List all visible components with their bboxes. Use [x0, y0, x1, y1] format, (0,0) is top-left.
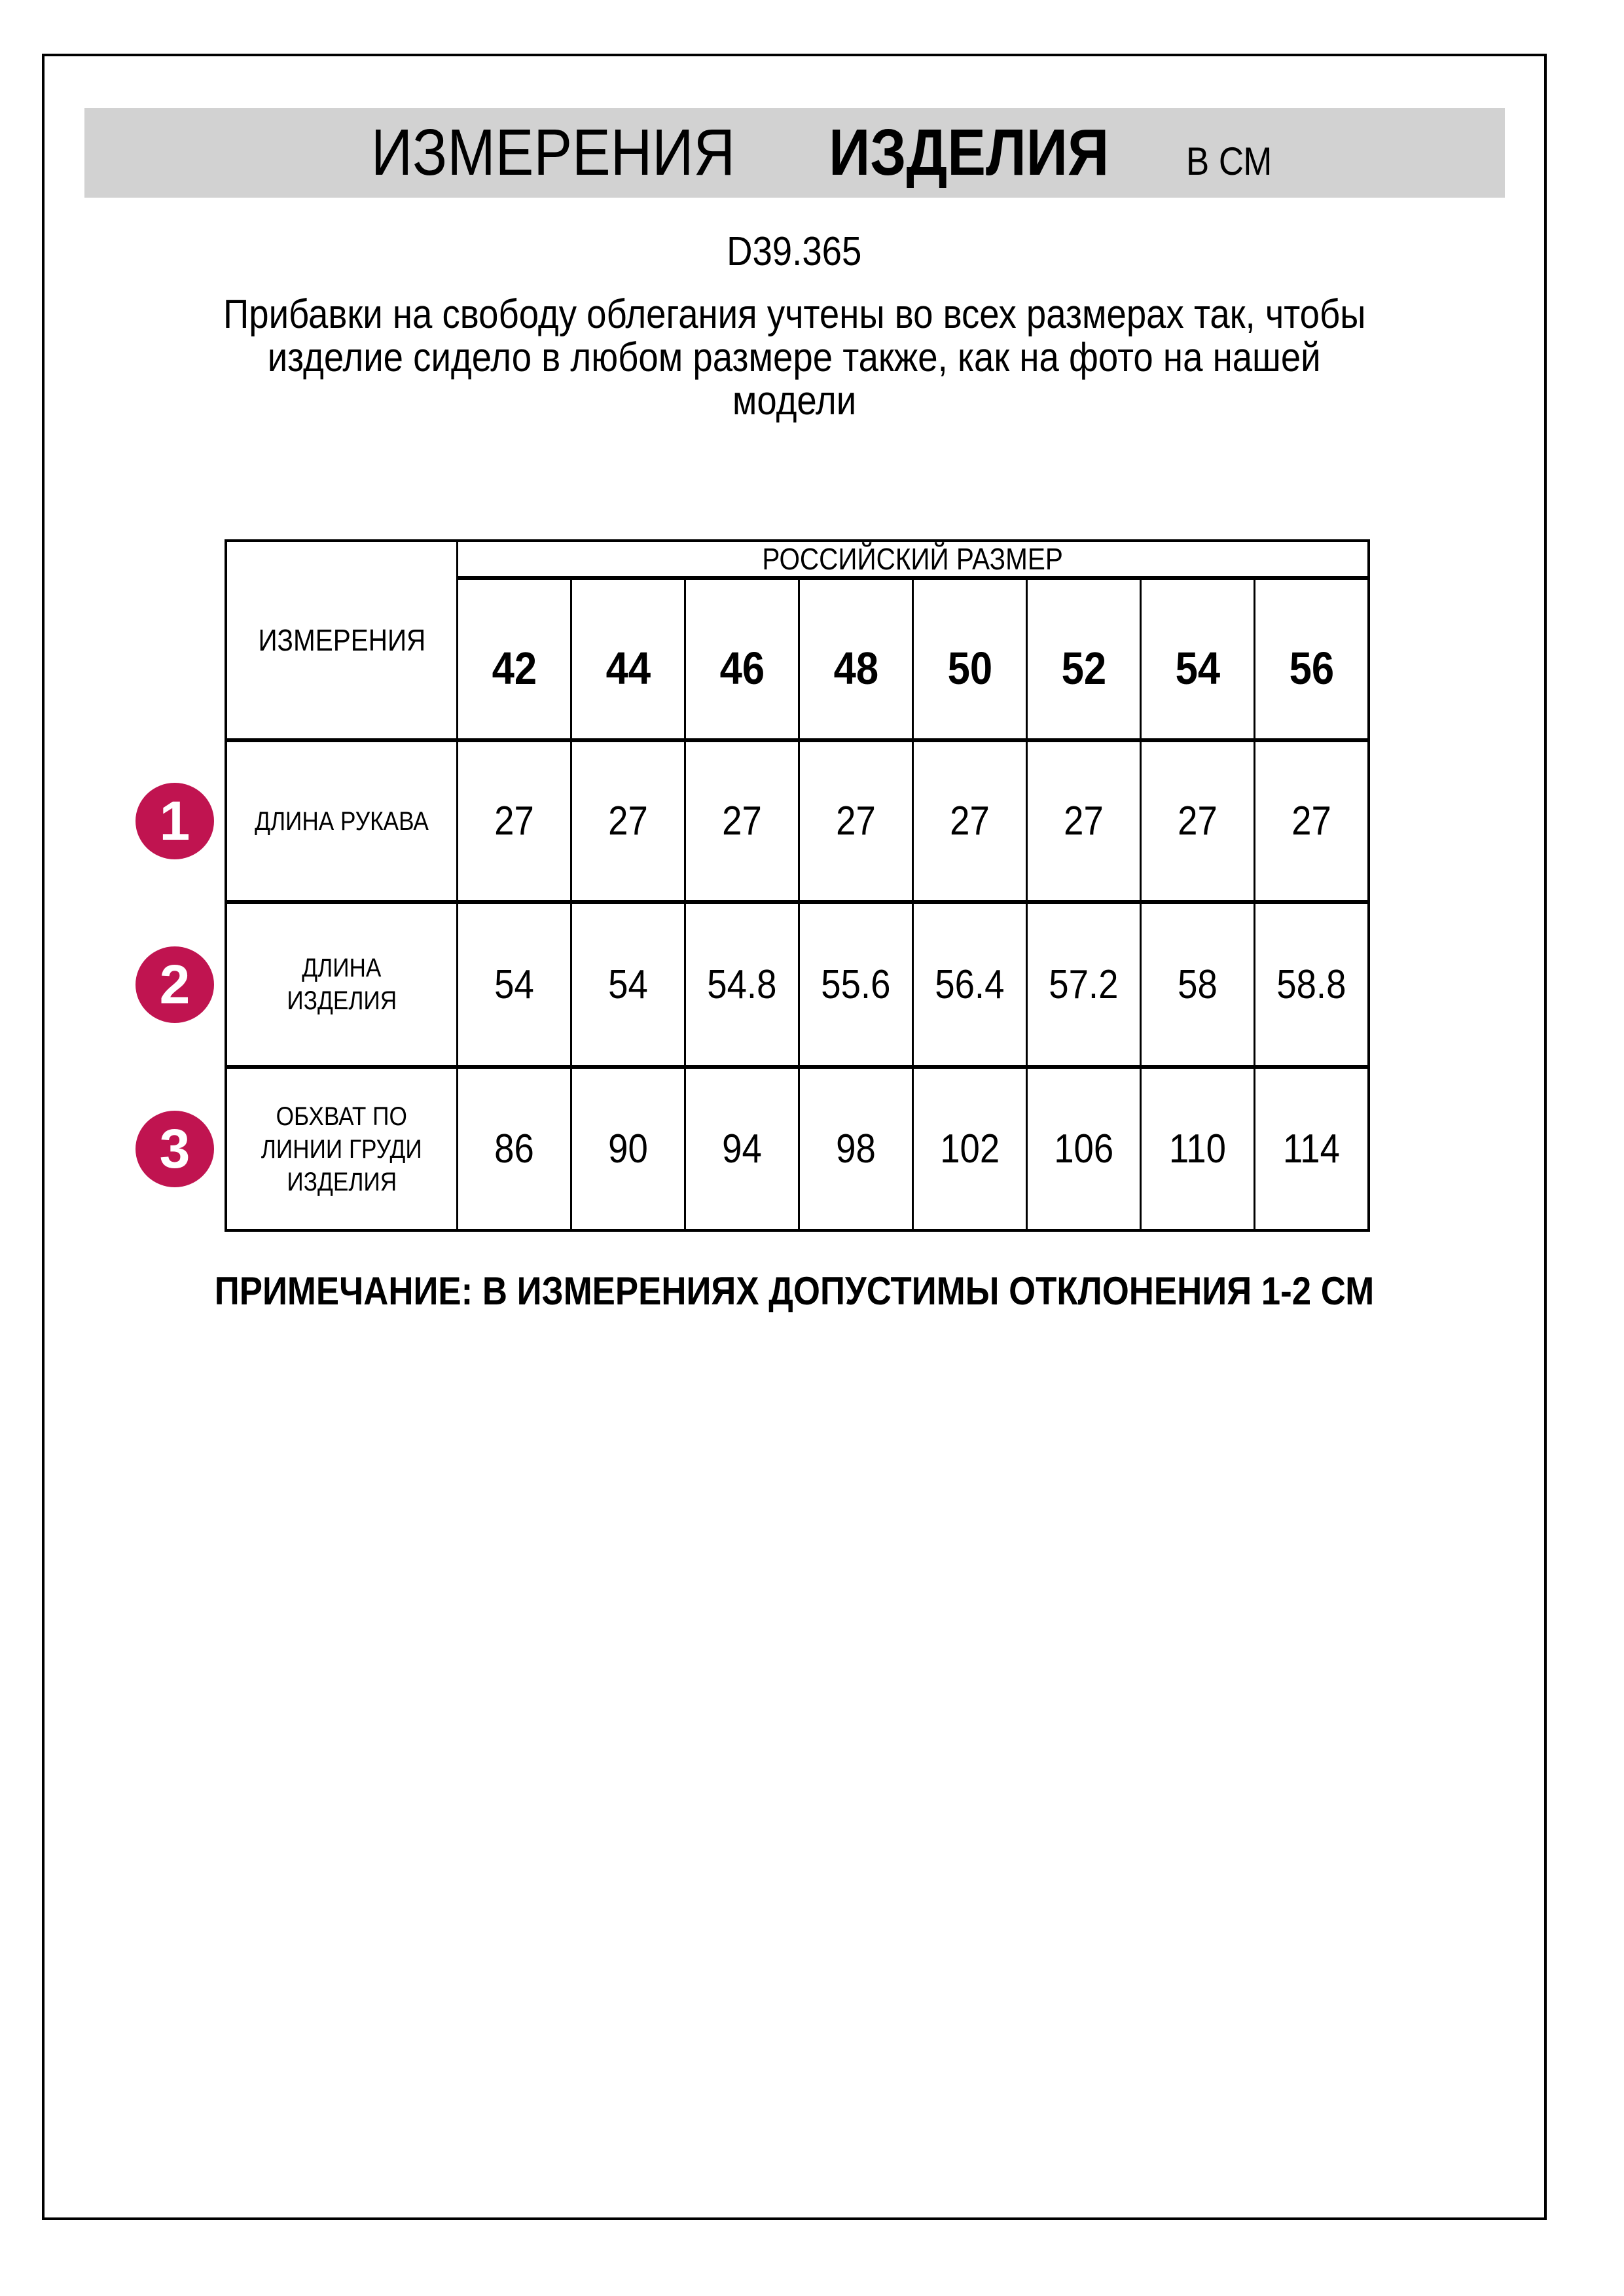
- table-value: 98: [800, 1069, 912, 1229]
- size-header-48: 48: [800, 580, 912, 738]
- table-value: 86: [458, 1069, 570, 1229]
- table-value: 102: [914, 1069, 1026, 1229]
- size-header-42: 42: [458, 580, 570, 738]
- row-label-sleeve-length: ДЛИНА РУКАВА: [227, 742, 456, 900]
- size-header-52: 52: [1028, 580, 1140, 738]
- tolerance-note: [42, 1270, 1547, 1313]
- table-value: 27: [1142, 742, 1254, 900]
- size-header-56: 56: [1255, 580, 1367, 738]
- size-table: [225, 539, 1370, 1232]
- title-word-measurements: ИЗМЕРЕНИЯ: [370, 116, 736, 189]
- table-value: 57.2: [1028, 904, 1140, 1065]
- table-value: 27: [914, 742, 1026, 900]
- title-banner: [84, 108, 1505, 198]
- table-value: 58: [1142, 904, 1254, 1065]
- table-value: 110: [1142, 1069, 1254, 1229]
- row-number-badge-2: 2: [135, 946, 214, 1023]
- title-word-product: ИЗДЕЛИЯ: [829, 116, 1110, 189]
- table-value: 27: [1028, 742, 1140, 900]
- table-value: 55.6: [800, 904, 912, 1065]
- table-value: 27: [800, 742, 912, 900]
- size-header-44: 44: [572, 580, 684, 738]
- fit-description: [42, 293, 1547, 423]
- table-corner-cell: [227, 542, 456, 738]
- article-code: [42, 230, 1547, 274]
- fit-description-line: Прибавки на свободу облегания учтены во всех размерах так, чтобы: [223, 292, 1366, 337]
- table-value: 114: [1255, 1069, 1367, 1229]
- table-value: 27: [1255, 742, 1367, 900]
- table-value: 27: [686, 742, 798, 900]
- table-value: 58.8: [1255, 904, 1367, 1065]
- fit-description-line: изделие сидело в любом размере также, как на фото на нашей: [268, 335, 1321, 380]
- table-value: 106: [1028, 1069, 1140, 1229]
- row-label-product-length: ДЛИНА ИЗДЕЛИЯ: [227, 904, 456, 1065]
- table-value: 54: [458, 904, 570, 1065]
- size-header-46: 46: [686, 580, 798, 738]
- size-header-50: 50: [914, 580, 1026, 738]
- size-group-header: [458, 542, 1367, 576]
- table-value: 54.8: [686, 904, 798, 1065]
- row-label-chest-girth: ОБХВАТ ПО ЛИНИИ ГРУДИ ИЗДЕЛИЯ: [227, 1069, 456, 1229]
- table-value: 56.4: [914, 904, 1026, 1065]
- article-code-text: D39.365: [727, 229, 862, 274]
- table-value: 94: [686, 1069, 798, 1229]
- table-value: 27: [458, 742, 570, 900]
- table-value: 27: [572, 742, 684, 900]
- size-group-label: РОССИЙСКИЙ РАЗМЕР: [762, 542, 1064, 576]
- measurements-label: ИЗМЕРЕНИЯ: [258, 623, 425, 657]
- table-value: 54: [572, 904, 684, 1065]
- row-number-badge-1: 1: [135, 783, 214, 859]
- tolerance-note-text: ПРИМЕЧАНИЕ: В ИЗМЕРЕНИЯХ ДОПУСТИМЫ ОТКЛОНЕНИЯ 1-2 СМ: [214, 1269, 1375, 1313]
- title-unit: В СМ: [1186, 139, 1272, 183]
- fit-description-line: модели: [732, 378, 857, 423]
- table-value: 90: [572, 1069, 684, 1229]
- size-header-54: 54: [1142, 580, 1254, 738]
- row-number-badge-3: 3: [135, 1111, 214, 1187]
